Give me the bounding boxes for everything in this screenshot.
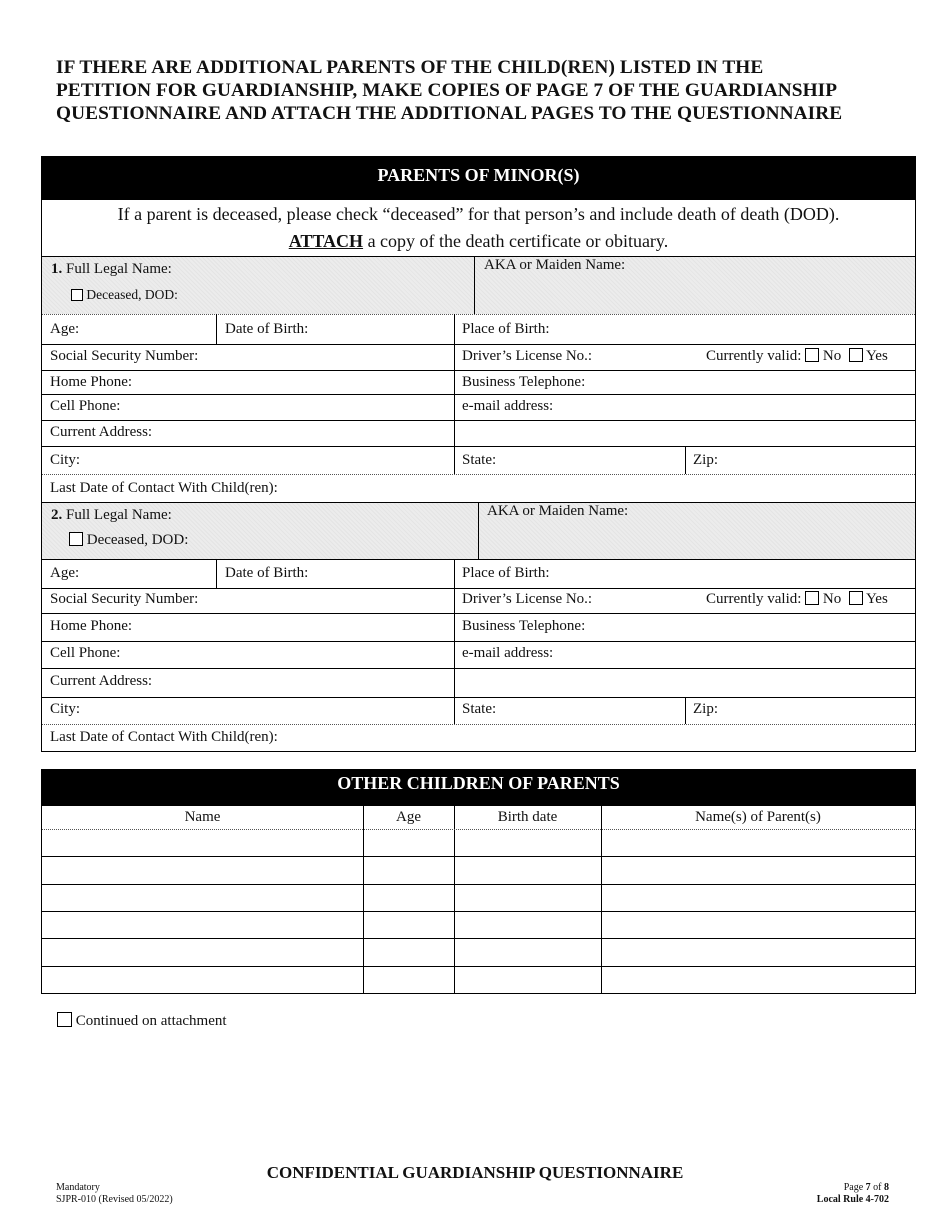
parent-1-full-name-label[interactable]: 1. Full Legal Name: [51, 261, 172, 277]
children-row[interactable] [42, 912, 915, 938]
parent-2-cell-phone-label[interactable]: Cell Phone: [50, 645, 121, 661]
parent-2-aka-label[interactable]: AKA or Maiden Name: [487, 503, 629, 519]
footer-title: CONFIDENTIAL GUARDIANSHIP QUESTIONNAIRE [266, 1163, 684, 1182]
parent-2-deceased[interactable]: Deceased, DOD: [69, 532, 188, 549]
parent-1-dob-label[interactable]: Date of Birth: [225, 321, 309, 337]
parent-2-dob-label[interactable]: Date of Birth: [225, 565, 309, 581]
parent-2-email-label[interactable]: e-mail address: [462, 645, 554, 661]
parents-table [41, 199, 916, 752]
parents-section-header [41, 156, 916, 199]
children-row[interactable] [42, 857, 915, 884]
heading-line-2: PETITION FOR GUARDIANSHIP, MAKE COPIES OF PAGE 7 OF THE GUARDIANSHIP [56, 80, 838, 101]
parent-1-pob-label[interactable]: Place of Birth: [462, 321, 550, 337]
continued-checkbox[interactable] [57, 1012, 72, 1027]
footer-page: Page 7 of 8 [843, 1182, 889, 1193]
children-col-birthdate: Birth date [497, 809, 558, 825]
parent-1-last-contact-label[interactable]: Last Date of Contact With Child(ren): [50, 480, 278, 496]
children-col-name: Name [184, 809, 221, 825]
heading-line-1: IF THERE ARE ADDITIONAL PARENTS OF THE CHILD(REN) LISTED IN THE [56, 57, 764, 78]
parent-1-email-label[interactable]: e-mail address: [462, 398, 554, 414]
parent-1-ssn-label[interactable]: Social Security Number: [50, 348, 199, 364]
parent-2-state-label[interactable]: State: [462, 701, 497, 717]
children-row[interactable] [42, 830, 915, 856]
parent-2-business-phone-label[interactable]: Business Telephone: [462, 618, 586, 634]
parents-section-title: PARENTS OF MINOR(S) [377, 165, 580, 185]
parent-1-business-phone-label[interactable]: Business Telephone: [462, 374, 586, 390]
parent-2-currently-valid: Currently valid: No Yes [706, 591, 888, 607]
footer-form-id: SJPR-010 (Revised 05/2022) [56, 1194, 173, 1205]
footer-local-rule: Local Rule 4-702 [816, 1194, 889, 1205]
parent-2-full-name-label[interactable]: 2. Full Legal Name: [51, 507, 172, 523]
instruction-line-1: If a parent is deceased, please check “deceased” for that person’s and include death of death (DOD). [117, 204, 840, 224]
children-row[interactable] [42, 939, 915, 966]
continued-on-attachment[interactable]: Continued on attachment [57, 1012, 227, 1030]
parent-1-name-shade [42, 256, 915, 314]
parent-1-address-label[interactable]: Current Address: [50, 424, 153, 440]
footer-mandatory: Mandatory [56, 1182, 100, 1193]
parent-2-valid-yes-checkbox[interactable] [849, 591, 863, 605]
children-col-parents: Name(s) of Parent(s) [695, 809, 821, 825]
children-row[interactable] [42, 885, 915, 911]
parent-1-deceased[interactable]: Deceased, DOD: [71, 287, 178, 303]
parent-1-deceased-checkbox[interactable] [71, 289, 83, 301]
page-heading [56, 56, 916, 125]
parent-1-zip-label[interactable]: Zip: [693, 452, 718, 468]
parent-1-valid-yes-checkbox[interactable] [849, 348, 863, 362]
parent-2-age-label[interactable]: Age: [50, 565, 80, 581]
heading-line-3: QUESTIONNAIRE AND ATTACH THE ADDITIONAL PAGES TO THE QUESTIONNAIRE [56, 103, 843, 124]
parent-1-currently-valid: Currently valid: No Yes [706, 348, 888, 364]
children-col-age: Age [396, 809, 421, 825]
parent-2-city-label[interactable]: City: [50, 701, 81, 717]
attach-emphasis: ATTACH [288, 231, 364, 251]
parent-2-zip-label[interactable]: Zip: [693, 701, 718, 717]
parent-2-valid-no-checkbox[interactable] [805, 591, 819, 605]
parent-1-age-label[interactable]: Age: [50, 321, 80, 337]
parent-1-home-phone-label[interactable]: Home Phone: [50, 374, 133, 390]
parent-1-aka-label[interactable]: AKA or Maiden Name: [484, 257, 626, 273]
parent-2-ssn-label[interactable]: Social Security Number: [50, 591, 199, 607]
parent-2-last-contact-label[interactable]: Last Date of Contact With Child(ren): [50, 729, 278, 745]
footer-left [56, 1182, 173, 1206]
footer-right [817, 1182, 889, 1206]
parent-1-cell-phone-label[interactable]: Cell Phone: [50, 398, 121, 414]
parent-2-dl-label[interactable]: Driver’s License No.: [462, 591, 593, 607]
parent-1-city-label[interactable]: City: [50, 452, 81, 468]
children-section-header [41, 769, 916, 805]
parent-1-dl-label[interactable]: Driver’s License No.: [462, 348, 593, 364]
parent-2-home-phone-label[interactable]: Home Phone: [50, 618, 133, 634]
parent-1-state-label[interactable]: State: [462, 452, 497, 468]
parent-2-deceased-checkbox[interactable] [69, 532, 83, 546]
parent-1-valid-no-checkbox[interactable] [805, 348, 819, 362]
children-row[interactable] [42, 967, 915, 993]
instruction-line-2: ATTACH a copy of the death certificate or obituary. [288, 231, 669, 251]
parent-2-pob-label[interactable]: Place of Birth: [462, 565, 550, 581]
children-section-title: OTHER CHILDREN OF PARENTS [337, 773, 620, 793]
parent-2-address-label[interactable]: Current Address: [50, 673, 153, 689]
children-table [41, 805, 916, 994]
